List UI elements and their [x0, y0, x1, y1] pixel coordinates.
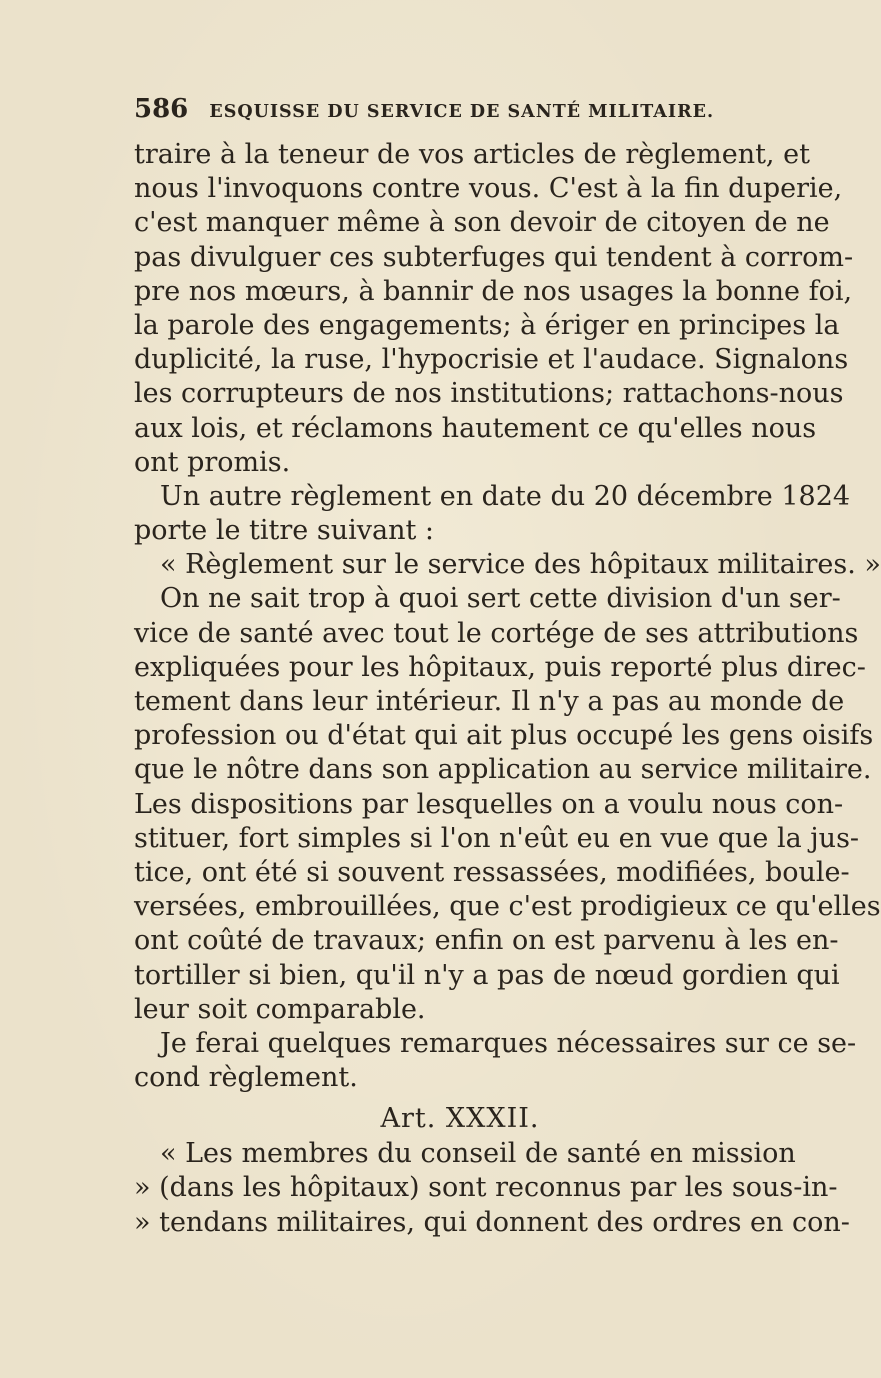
- text-line: ont promis.: [134, 446, 291, 478]
- text-line: Un autre règlement en date du 20 décembre 1824: [160, 480, 851, 512]
- page-header: [134, 94, 774, 124]
- quoted-title-line: « Règlement sur le service des hôpitaux militaires. »: [160, 549, 881, 581]
- text-line: tice, ont été si souvent ressassées, modifiées, boule-: [134, 856, 850, 888]
- quote-line: » tendans militaires, qui donnent des ordres en con-: [134, 1206, 850, 1238]
- quote-line: « Les membres du conseil de santé en mission: [160, 1138, 796, 1170]
- text-line: leur soit comparable.: [134, 993, 426, 1025]
- running-title: ESQUISSE DU SERVICE DE SANTÉ MILITAIRE.: [209, 102, 715, 122]
- text-line: On ne sait trop à quoi sert cette division d'un ser-: [160, 583, 841, 615]
- text-line: tortiller si bien, qu'il n'y a pas de nœud gordien qui: [134, 959, 840, 991]
- text-line: Les dispositions par lesquelles on a voulu nous con-: [134, 788, 844, 820]
- text-line: traire à la teneur de vos articles de règlement, et: [134, 139, 810, 170]
- text-line: aux lois, et réclamons hautement ce qu'elles nous: [134, 412, 817, 444]
- article-heading: Art. XXXII.: [380, 1103, 540, 1135]
- text-line: nous l'invoquons contre vous. C'est à la fin duperie,: [134, 173, 843, 205]
- text-line: Je ferai quelques remarques nécessaires sur ce se-: [160, 1027, 857, 1059]
- body-text: [134, 138, 881, 1240]
- text-line: versées, embrouillées, que c'est prodigieux ce qu'elles: [134, 891, 881, 923]
- text-line: les corrupteurs de nos institutions; rattachons-nous: [134, 378, 844, 410]
- text-line: que le nôtre dans son application au service militaire.: [134, 754, 872, 786]
- page-number: 586: [134, 94, 189, 124]
- text-line: cond règlement.: [134, 1062, 358, 1094]
- text-line: expliquées pour les hôpitaux, puis reporté plus direc-: [134, 651, 866, 683]
- text-line: c'est manquer même à son devoir de citoyen de ne: [134, 207, 830, 239]
- text-line: vice de santé avec tout le cortége de ses attributions: [134, 617, 859, 649]
- text-line: duplicité, la ruse, l'hypocrisie et l'audace. Signalons: [134, 344, 849, 376]
- text-line: profession ou d'état qui ait plus occupé les gens oisifs: [134, 720, 874, 752]
- text-line: pre nos mœurs, à bannir de nos usages la bonne foi,: [134, 275, 853, 307]
- text-line: porte le titre suivant :: [134, 515, 435, 547]
- quote-line: » (dans les hôpitaux) sont reconnus par les sous-in-: [134, 1172, 838, 1204]
- text-line: pas divulguer ces subterfuges qui tendent à corrom-: [134, 241, 854, 273]
- text-line: tement dans leur intérieur. Il n'y a pas au monde de: [134, 686, 845, 717]
- text-line: la parole des engagements; à ériger en principes la: [134, 309, 840, 341]
- text-line: ont coûté de travaux; enfin on est parvenu à les en-: [134, 925, 839, 957]
- text-line: stituer, fort simples si l'on n'eût eu en vue que la jus-: [134, 822, 860, 854]
